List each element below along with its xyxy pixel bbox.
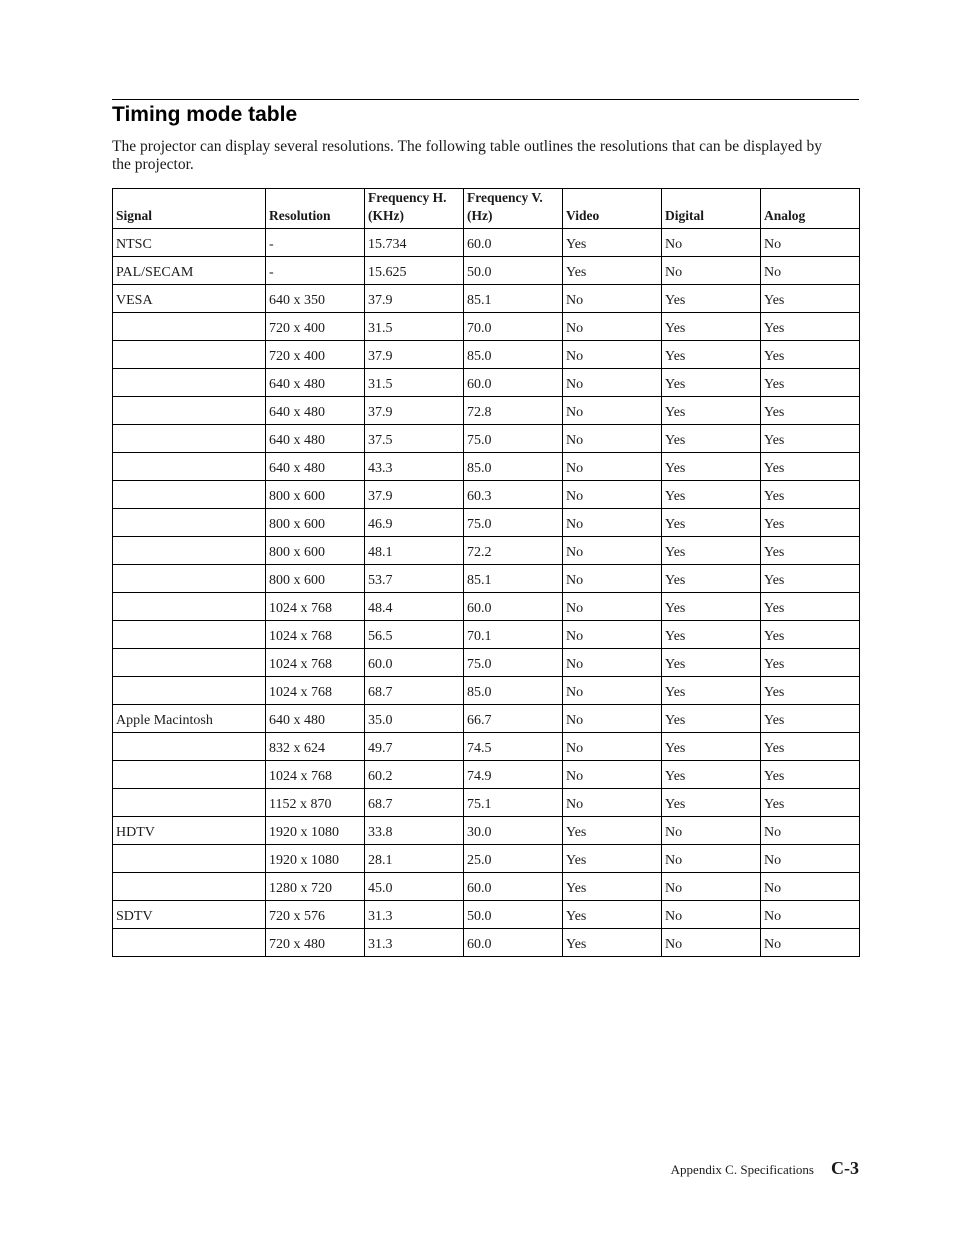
cell-frequency-h: 28.1 — [365, 845, 464, 873]
table-row — [113, 873, 860, 901]
cell-video: No — [563, 677, 662, 705]
cell-digital: Yes — [662, 425, 761, 453]
table-row — [113, 285, 860, 313]
cell-digital: Yes — [662, 509, 761, 537]
cell-digital: Yes — [662, 285, 761, 313]
cell-analog: Yes — [761, 313, 860, 341]
cell-signal: PAL/SECAM — [113, 257, 266, 285]
table-row — [113, 901, 860, 929]
cell-analog: Yes — [761, 649, 860, 677]
cell-video: No — [563, 733, 662, 761]
cell-signal: NTSC — [113, 229, 266, 257]
cell-frequency-h: 60.2 — [365, 761, 464, 789]
cell-signal — [113, 761, 266, 789]
cell-signal: HDTV — [113, 817, 266, 845]
table-row — [113, 733, 860, 761]
cell-digital: Yes — [662, 313, 761, 341]
cell-video: No — [563, 425, 662, 453]
cell-analog: No — [761, 901, 860, 929]
cell-resolution: 640 x 480 — [266, 425, 365, 453]
cell-frequency-h: 53.7 — [365, 565, 464, 593]
footer-section-title: Appendix C. Specifications — [670, 1162, 814, 1177]
cell-digital: Yes — [662, 733, 761, 761]
table-row — [113, 481, 860, 509]
table-row — [113, 929, 860, 957]
table-row — [113, 649, 860, 677]
cell-frequency-h: 37.9 — [365, 341, 464, 369]
cell-video: No — [563, 537, 662, 565]
cell-analog: Yes — [761, 397, 860, 425]
cell-video: No — [563, 565, 662, 593]
cell-video: Yes — [563, 845, 662, 873]
cell-frequency-v: 66.7 — [464, 705, 563, 733]
cell-signal — [113, 789, 266, 817]
cell-video: No — [563, 621, 662, 649]
cell-video: No — [563, 341, 662, 369]
cell-analog: Yes — [761, 593, 860, 621]
table-row — [113, 705, 860, 733]
cell-video: Yes — [563, 901, 662, 929]
cell-digital: Yes — [662, 705, 761, 733]
table-body — [113, 229, 860, 957]
cell-resolution: 640 x 480 — [266, 369, 365, 397]
table-row — [113, 789, 860, 817]
table-row — [113, 565, 860, 593]
cell-resolution: 640 x 480 — [266, 453, 365, 481]
cell-digital: Yes — [662, 621, 761, 649]
cell-frequency-v: 75.0 — [464, 649, 563, 677]
cell-analog: Yes — [761, 481, 860, 509]
cell-video: No — [563, 313, 662, 341]
cell-digital: Yes — [662, 397, 761, 425]
cell-digital: No — [662, 901, 761, 929]
cell-analog: Yes — [761, 789, 860, 817]
cell-analog: No — [761, 257, 860, 285]
cell-frequency-v: 50.0 — [464, 901, 563, 929]
cell-signal — [113, 845, 266, 873]
table-row — [113, 453, 860, 481]
cell-analog: Yes — [761, 565, 860, 593]
cell-signal — [113, 481, 266, 509]
cell-video: Yes — [563, 229, 662, 257]
cell-resolution: 1024 x 768 — [266, 593, 365, 621]
header-frequency-v: Frequency V. (Hz) — [464, 189, 563, 229]
cell-frequency-v: 74.9 — [464, 761, 563, 789]
cell-signal — [113, 341, 266, 369]
header-resolution: Resolution — [266, 189, 365, 229]
cell-signal — [113, 677, 266, 705]
cell-digital: Yes — [662, 341, 761, 369]
cell-resolution: 1024 x 768 — [266, 677, 365, 705]
cell-signal — [113, 537, 266, 565]
intro-paragraph: The projector can display several resolutions. The following table outlines the resolutions that can be displayed by the projector. — [112, 138, 822, 173]
page-number: C-3 — [831, 1158, 859, 1178]
cell-video: Yes — [563, 929, 662, 957]
cell-digital: No — [662, 817, 761, 845]
table-row — [113, 257, 860, 285]
cell-frequency-v: 30.0 — [464, 817, 563, 845]
cell-analog: No — [761, 845, 860, 873]
cell-frequency-h: 43.3 — [365, 453, 464, 481]
cell-signal: VESA — [113, 285, 266, 313]
cell-signal — [113, 397, 266, 425]
cell-frequency-h: 48.4 — [365, 593, 464, 621]
cell-signal — [113, 733, 266, 761]
table-row — [113, 425, 860, 453]
cell-signal — [113, 649, 266, 677]
table-row — [113, 369, 860, 397]
cell-signal — [113, 509, 266, 537]
cell-analog: Yes — [761, 285, 860, 313]
cell-analog: Yes — [761, 761, 860, 789]
cell-video: No — [563, 789, 662, 817]
cell-frequency-h: 31.3 — [365, 901, 464, 929]
table-row — [113, 621, 860, 649]
cell-digital: No — [662, 873, 761, 901]
cell-analog: Yes — [761, 369, 860, 397]
cell-analog: Yes — [761, 677, 860, 705]
cell-resolution: - — [266, 257, 365, 285]
cell-digital: Yes — [662, 593, 761, 621]
cell-resolution: 832 x 624 — [266, 733, 365, 761]
cell-analog: Yes — [761, 705, 860, 733]
cell-analog: Yes — [761, 453, 860, 481]
cell-video: No — [563, 593, 662, 621]
cell-resolution: 1280 x 720 — [266, 873, 365, 901]
cell-frequency-v: 50.0 — [464, 257, 563, 285]
cell-resolution: 800 x 600 — [266, 509, 365, 537]
top-rule — [112, 99, 859, 100]
cell-video: Yes — [563, 873, 662, 901]
cell-video: Yes — [563, 257, 662, 285]
cell-analog: Yes — [761, 733, 860, 761]
cell-frequency-v: 75.1 — [464, 789, 563, 817]
cell-frequency-v: 85.1 — [464, 285, 563, 313]
cell-frequency-h: 33.8 — [365, 817, 464, 845]
cell-analog: Yes — [761, 425, 860, 453]
table-row — [113, 229, 860, 257]
cell-resolution: 720 x 576 — [266, 901, 365, 929]
cell-video: No — [563, 649, 662, 677]
table-row — [113, 313, 860, 341]
cell-analog: No — [761, 873, 860, 901]
cell-frequency-h: 31.5 — [365, 369, 464, 397]
cell-video: No — [563, 761, 662, 789]
cell-signal — [113, 369, 266, 397]
cell-video: No — [563, 481, 662, 509]
cell-digital: Yes — [662, 677, 761, 705]
cell-digital: No — [662, 257, 761, 285]
cell-signal — [113, 313, 266, 341]
cell-frequency-v: 70.0 — [464, 313, 563, 341]
cell-frequency-v: 85.0 — [464, 453, 563, 481]
table-header-row — [113, 189, 860, 229]
cell-frequency-h: 15.734 — [365, 229, 464, 257]
cell-digital: No — [662, 845, 761, 873]
cell-video: No — [563, 705, 662, 733]
cell-frequency-h: 31.5 — [365, 313, 464, 341]
table-row — [113, 537, 860, 565]
cell-analog: Yes — [761, 621, 860, 649]
cell-digital: No — [662, 229, 761, 257]
table-row — [113, 817, 860, 845]
cell-analog: No — [761, 229, 860, 257]
cell-signal: Apple Macintosh — [113, 705, 266, 733]
cell-digital: Yes — [662, 453, 761, 481]
table-row — [113, 397, 860, 425]
cell-frequency-h: 37.9 — [365, 481, 464, 509]
cell-digital: No — [662, 929, 761, 957]
cell-signal — [113, 621, 266, 649]
cell-resolution: - — [266, 229, 365, 257]
cell-signal: SDTV — [113, 901, 266, 929]
cell-frequency-v: 25.0 — [464, 845, 563, 873]
cell-frequency-h: 45.0 — [365, 873, 464, 901]
cell-video: Yes — [563, 817, 662, 845]
cell-frequency-h: 46.9 — [365, 509, 464, 537]
cell-frequency-v: 60.0 — [464, 229, 563, 257]
header-frequency-h: Frequency H. (KHz) — [365, 189, 464, 229]
cell-frequency-v: 72.8 — [464, 397, 563, 425]
cell-resolution: 800 x 600 — [266, 537, 365, 565]
cell-digital: Yes — [662, 761, 761, 789]
cell-video: No — [563, 509, 662, 537]
cell-frequency-h: 35.0 — [365, 705, 464, 733]
cell-video: No — [563, 369, 662, 397]
cell-signal — [113, 425, 266, 453]
cell-frequency-h: 37.9 — [365, 285, 464, 313]
cell-frequency-v: 60.0 — [464, 369, 563, 397]
cell-resolution: 1024 x 768 — [266, 621, 365, 649]
table-row — [113, 845, 860, 873]
cell-video: No — [563, 397, 662, 425]
cell-signal — [113, 929, 266, 957]
cell-frequency-h: 37.9 — [365, 397, 464, 425]
table-row — [113, 509, 860, 537]
cell-resolution: 1920 x 1080 — [266, 845, 365, 873]
cell-resolution: 640 x 350 — [266, 285, 365, 313]
cell-resolution: 720 x 400 — [266, 341, 365, 369]
header-signal: Signal — [113, 189, 266, 229]
cell-resolution: 1024 x 768 — [266, 761, 365, 789]
cell-frequency-h: 68.7 — [365, 677, 464, 705]
cell-frequency-h: 68.7 — [365, 789, 464, 817]
cell-frequency-v: 60.3 — [464, 481, 563, 509]
cell-frequency-v: 85.0 — [464, 341, 563, 369]
cell-analog: No — [761, 817, 860, 845]
table-row — [113, 593, 860, 621]
cell-digital: Yes — [662, 481, 761, 509]
cell-frequency-h: 49.7 — [365, 733, 464, 761]
table-row — [113, 761, 860, 789]
cell-resolution: 800 x 600 — [266, 565, 365, 593]
cell-signal — [113, 593, 266, 621]
page-footer — [671, 1158, 859, 1179]
cell-frequency-h: 56.5 — [365, 621, 464, 649]
cell-frequency-v: 75.0 — [464, 425, 563, 453]
cell-video: No — [563, 453, 662, 481]
table-row — [113, 677, 860, 705]
cell-digital: Yes — [662, 649, 761, 677]
cell-signal — [113, 873, 266, 901]
cell-resolution: 1152 x 870 — [266, 789, 365, 817]
cell-signal — [113, 565, 266, 593]
cell-digital: Yes — [662, 369, 761, 397]
cell-frequency-v: 60.0 — [464, 929, 563, 957]
cell-analog: Yes — [761, 341, 860, 369]
cell-frequency-v: 70.1 — [464, 621, 563, 649]
cell-frequency-v: 74.5 — [464, 733, 563, 761]
header-analog: Analog — [761, 189, 860, 229]
table-row — [113, 341, 860, 369]
cell-resolution: 640 x 480 — [266, 397, 365, 425]
cell-signal — [113, 453, 266, 481]
cell-frequency-h: 48.1 — [365, 537, 464, 565]
cell-frequency-v: 85.1 — [464, 565, 563, 593]
cell-resolution: 720 x 480 — [266, 929, 365, 957]
page-title: Timing mode table — [112, 103, 298, 126]
cell-frequency-v: 60.0 — [464, 873, 563, 901]
header-digital: Digital — [662, 189, 761, 229]
cell-frequency-h: 31.3 — [365, 929, 464, 957]
cell-analog: No — [761, 929, 860, 957]
cell-resolution: 1920 x 1080 — [266, 817, 365, 845]
cell-resolution: 800 x 600 — [266, 481, 365, 509]
cell-frequency-h: 37.5 — [365, 425, 464, 453]
cell-frequency-v: 85.0 — [464, 677, 563, 705]
cell-analog: Yes — [761, 509, 860, 537]
cell-resolution: 1024 x 768 — [266, 649, 365, 677]
cell-resolution: 720 x 400 — [266, 313, 365, 341]
cell-digital: Yes — [662, 565, 761, 593]
cell-analog: Yes — [761, 537, 860, 565]
cell-digital: Yes — [662, 789, 761, 817]
cell-frequency-v: 72.2 — [464, 537, 563, 565]
cell-digital: Yes — [662, 537, 761, 565]
timing-mode-table — [112, 188, 860, 957]
cell-frequency-h: 15.625 — [365, 257, 464, 285]
cell-resolution: 640 x 480 — [266, 705, 365, 733]
cell-frequency-h: 60.0 — [365, 649, 464, 677]
cell-video: No — [563, 285, 662, 313]
cell-frequency-v: 60.0 — [464, 593, 563, 621]
cell-frequency-v: 75.0 — [464, 509, 563, 537]
header-video: Video — [563, 189, 662, 229]
